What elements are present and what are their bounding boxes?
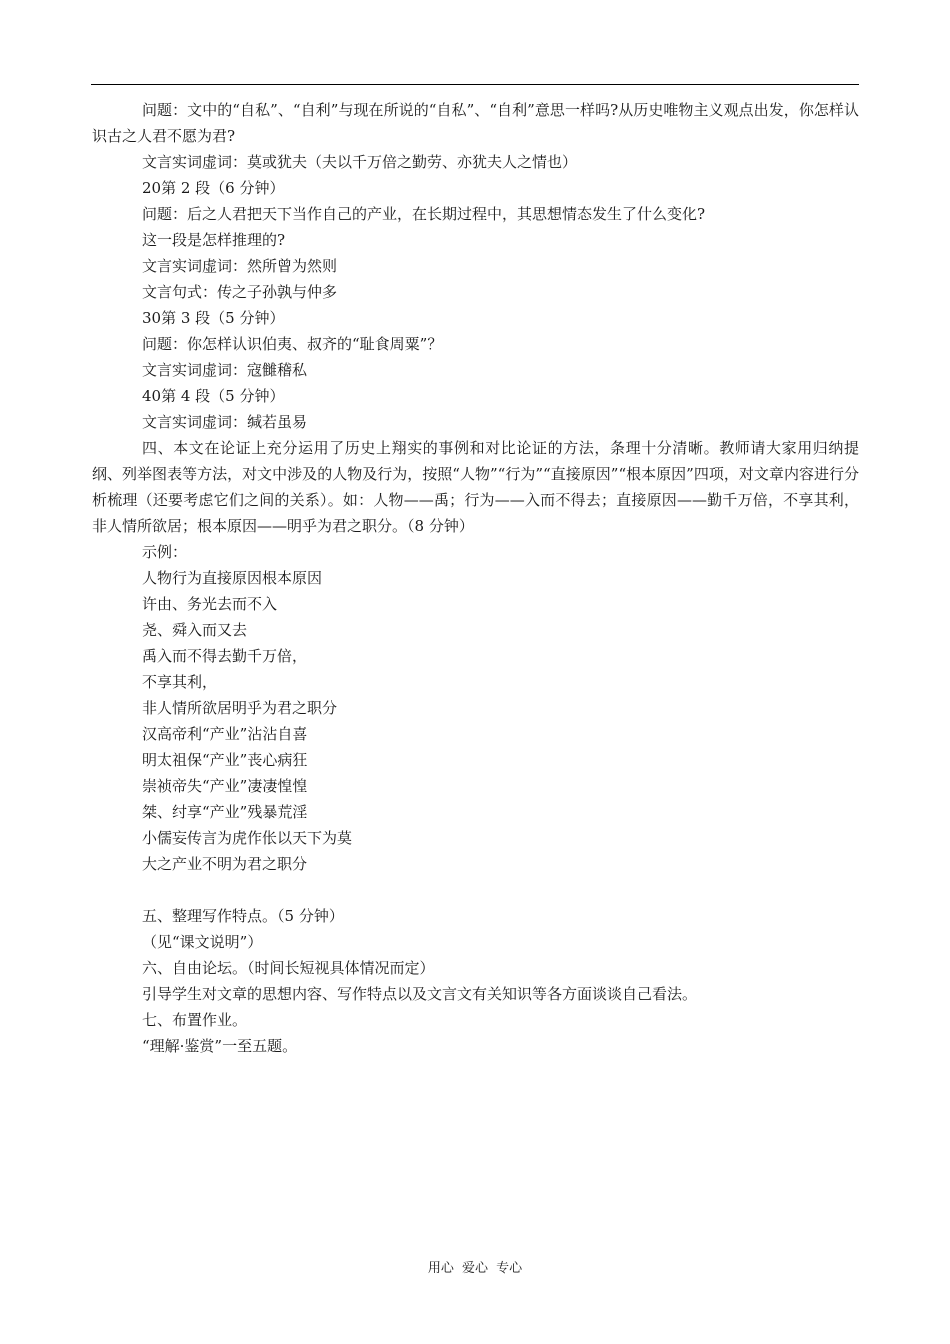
paragraph-task-4: 四、本文在论证上充分运用了历史上翔实的事例和对比论证的方法，条理十分清晰。教师请大家用归纳提纲、列举图表等方法，对文中涉及的人物及行为，按照“人物”“行为”“直接原因”“根本原因”四项，对文章内容进行分析梳理（还要考虑它们之间的关系）。如：人物——禹；行为——入而不得去；直接原因——勤千万倍，不享其利，非人情所欲居；根本原因——明乎为君之职分。（8 分钟） xyxy=(92,439,859,535)
example-row: 尧、舜入而又去 xyxy=(142,621,248,639)
paragraph-task-7: 七、布置作业。 xyxy=(142,1011,248,1029)
paragraph-vocab-4: 文言实词虚词：缄若虽易 xyxy=(142,413,308,431)
paragraph-vocab-2: 文言实词虚词：然所曾为然则 xyxy=(142,257,338,275)
paragraph-example-label: 示例： xyxy=(142,543,188,561)
example-row: 非人情所欲居明乎为君之职分 xyxy=(142,699,338,717)
example-row: 许由、务光去而不入 xyxy=(142,595,278,613)
example-row: 大之产业不明为君之职分 xyxy=(142,855,308,873)
paragraph-task-7-detail: “理解·鉴赏”一至五题。 xyxy=(142,1037,298,1055)
example-row: 禹入而不得去勤千万倍， xyxy=(142,647,308,665)
example-row: 人物行为直接原因根本原因 xyxy=(142,569,323,587)
paragraph-vocab-1: 文言实词虚词：莫或犹夫（夫以千万倍之勤劳、亦犹夫人之情也） xyxy=(142,153,578,171)
paragraph-syntax-2: 文言句式：传之子孙孰与仲多 xyxy=(142,283,338,301)
example-row: 汉高帝利“产业”沾沾自喜 xyxy=(142,725,308,743)
paragraph-task-6: 六、自由论坛。（时间长短视具体情况而定） xyxy=(142,959,435,977)
page-footer: 用心 爱心 专心 xyxy=(427,1261,523,1276)
paragraph-section-3: 30第 3 段（5 分钟） xyxy=(142,309,285,327)
example-row: 小儒妄传言为虎作伥以天下为莫 xyxy=(142,829,353,847)
example-row: 明太祖保“产业”丧心病狂 xyxy=(142,751,308,769)
example-row: 崇祯帝失“产业”凄凄惶惶 xyxy=(142,777,308,795)
paragraph-task-6-detail: 引导学生对文章的思想内容、写作特点以及文言文有关知识等各方面谈谈自己看法。 xyxy=(142,985,698,1003)
paragraph-question-3: 问题：你怎样认识伯夷、叔齐的“耻食周粟”？ xyxy=(142,335,443,353)
paragraph-section-2: 20第 2 段（6 分钟） xyxy=(142,179,285,197)
paragraph-reasoning: 这一段是怎样推理的? xyxy=(142,231,286,249)
paragraph-task-5-note: （见“课文说明”） xyxy=(142,933,263,951)
blank-line xyxy=(92,877,859,903)
paragraph-task-5: 五、整理写作特点。（5 分钟） xyxy=(142,907,344,925)
paragraph-section-4: 40第 4 段（5 分钟） xyxy=(142,387,285,405)
example-row: 不享其利， xyxy=(142,673,218,691)
paragraph-vocab-3: 文言实词虚词：寇雠稽私 xyxy=(142,361,308,379)
example-row: 桀、纣享“产业”残暴荒淫 xyxy=(142,803,308,821)
header-rule xyxy=(91,84,859,85)
paragraph-question-selfish: 问题：文中的“自私”、“自利”与现在所说的“自私”、“自利”意思一样吗?从历史唯物主义观点出发，你怎样认识古之人君不愿为君? xyxy=(92,101,859,145)
document-body xyxy=(92,97,859,1059)
paragraph-question-2: 问题：后之人君把天下当作自己的产业，在长期过程中，其思想情态发生了什么变化? xyxy=(142,205,706,223)
